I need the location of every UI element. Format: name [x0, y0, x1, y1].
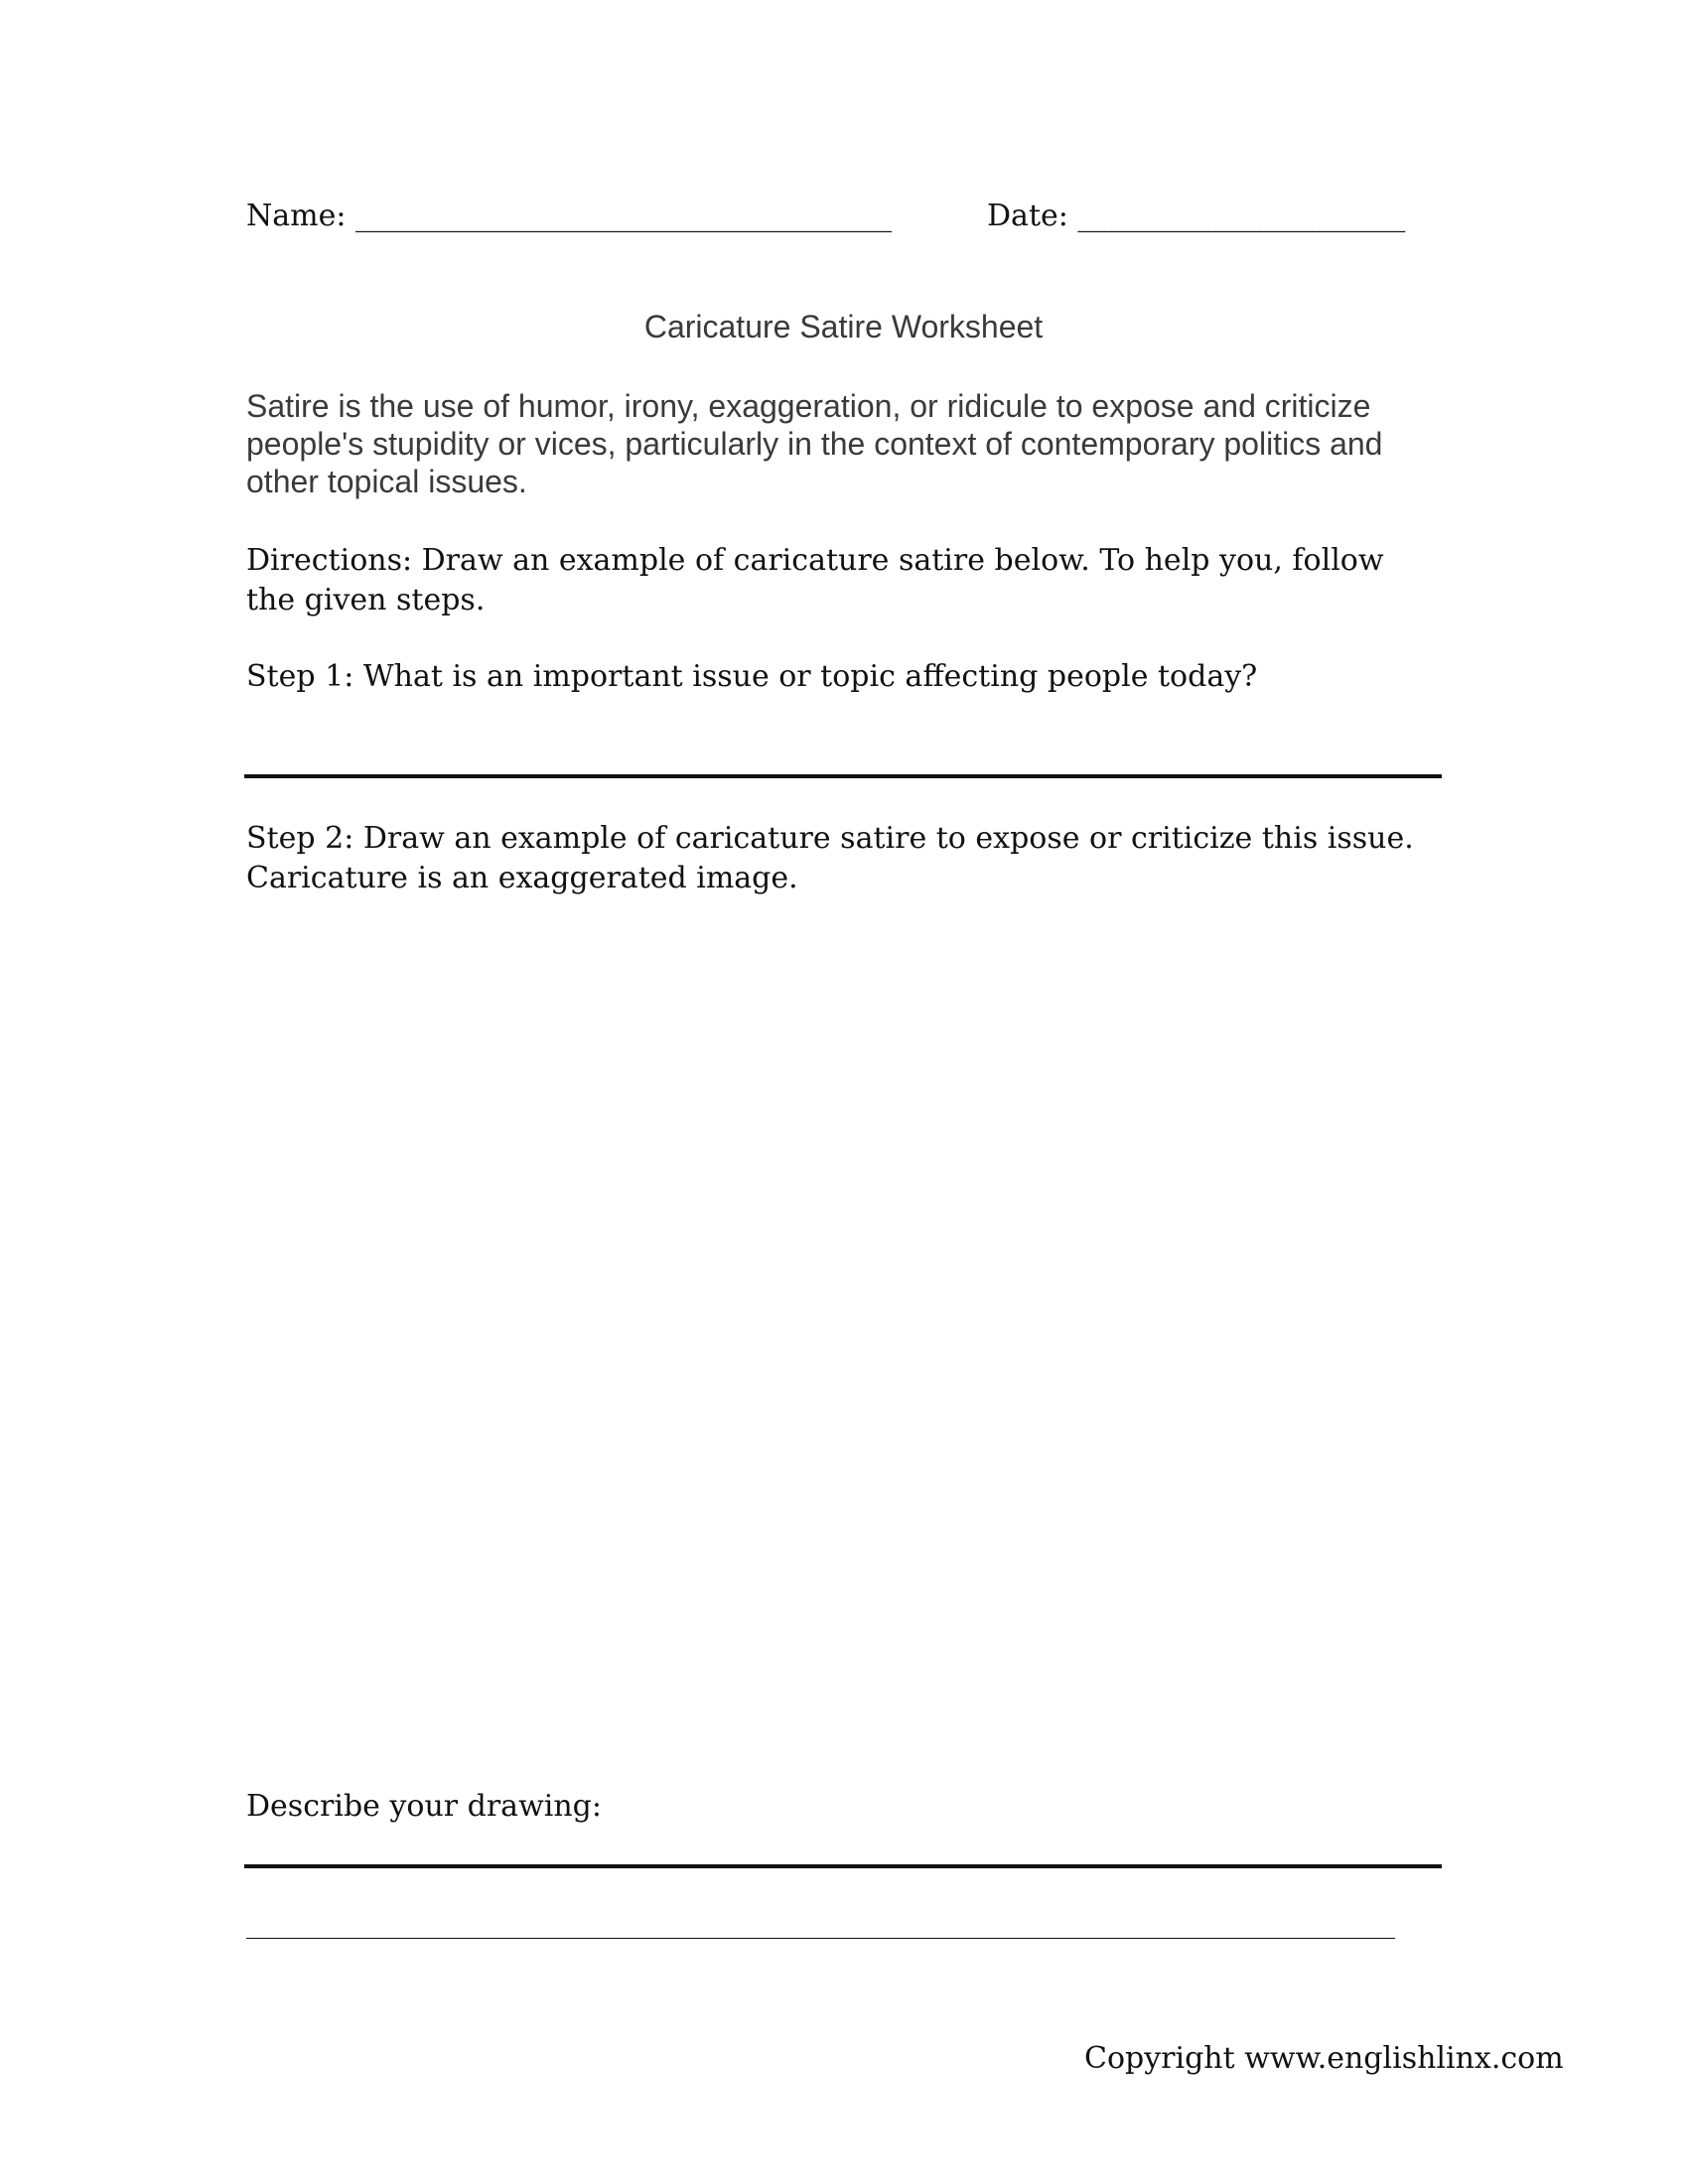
- step2-prompt: Step 2: Draw an example of caricature satire to expose or criticize this issue. Caricature is an exaggerated image.: [246, 821, 1414, 895]
- describe-prompt: Describe your drawing:: [246, 1789, 602, 1824]
- satire-definition: Satire is the use of humor, irony, exaggeration, or ridicule to expose and criticize people's stupidity or vices, particularly in the context of contemporary politics and other topical issues.: [246, 388, 1383, 499]
- directions-text: Directions: Draw an example of caricature satire below. To help you, follow the given steps.: [246, 543, 1384, 617]
- step1-answer-line[interactable]: [244, 774, 1442, 778]
- drawing-area[interactable]: [245, 913, 1442, 1767]
- name-field[interactable]: Name: ____________________________________: [246, 199, 892, 233]
- step1-prompt: Step 1: What is an important issue or topic affecting people today?: [246, 659, 1258, 694]
- describe-answer-line-1[interactable]: [244, 1864, 1442, 1868]
- date-field[interactable]: Date: ______________________: [987, 199, 1406, 233]
- page-title: Caricature Satire Worksheet: [643, 309, 1044, 344]
- copyright-footer: Copyright www.englishlinx.com: [1084, 2041, 1564, 2076]
- describe-answer-line-2[interactable]: _________________________________________________________________________________________: [246, 1910, 1395, 1940]
